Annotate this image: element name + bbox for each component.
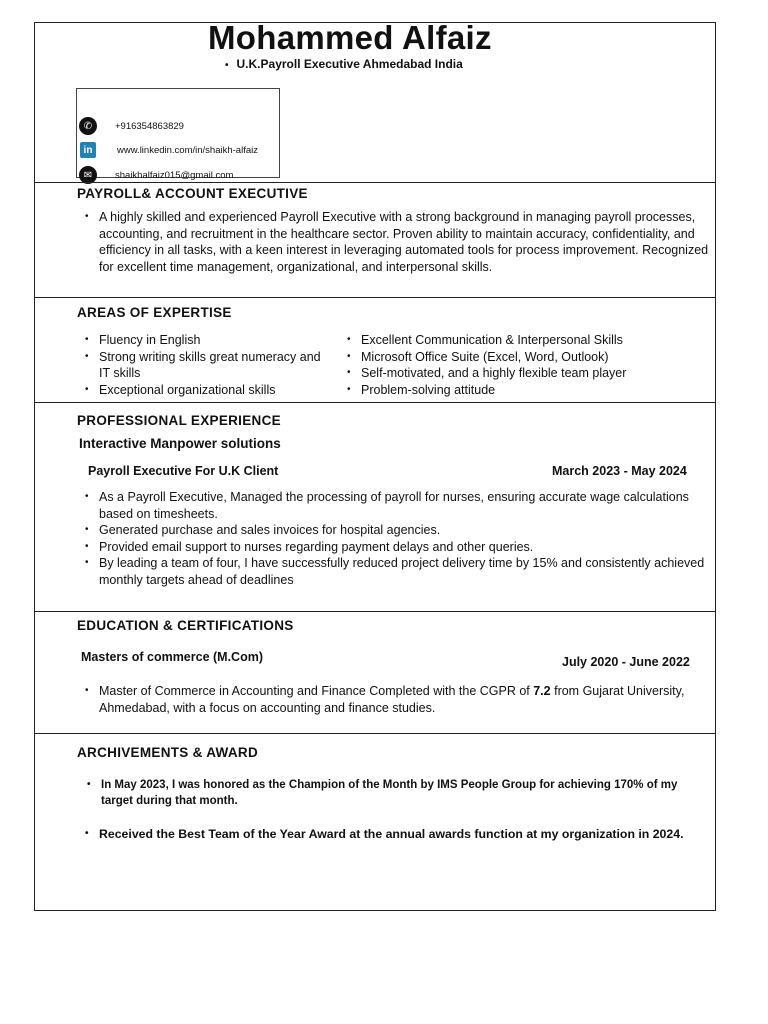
expertise-heading: AREAS OF EXPERTISE bbox=[77, 305, 232, 320]
linkedin-icon: in bbox=[80, 142, 96, 158]
section-divider bbox=[35, 733, 715, 734]
awards-list bbox=[77, 826, 707, 843]
expertise-right-list bbox=[339, 332, 709, 398]
list-item: • Generated purchase and sales invoices for hospital agencies. bbox=[77, 522, 709, 539]
subtitle-text: U.K.Payroll Executive Ahmedabad India bbox=[236, 57, 463, 71]
candidate-name: Mohammed Alfaiz bbox=[208, 19, 492, 56]
contact-box bbox=[76, 88, 280, 181]
phone-icon: ✆ bbox=[79, 117, 97, 135]
education-list bbox=[77, 683, 709, 716]
contact-linkedin-row[interactable] bbox=[80, 142, 258, 158]
section-divider bbox=[35, 182, 715, 183]
list-item: • Excellent Communication & Interpersonal Skills bbox=[339, 332, 709, 349]
linkedin-link[interactable]: www.linkedin.com/in/shaikh-alfaiz bbox=[117, 144, 258, 156]
list-item: • In May 2023, I was honored as the Champion of the Month by IMS People Group for achieving 170% of my target during that month. bbox=[79, 777, 709, 809]
awards-list bbox=[79, 777, 709, 809]
list-item: • Exceptional organizational skills bbox=[77, 382, 321, 399]
bullet-icon: • bbox=[225, 60, 229, 71]
list-item: • Fluency in English bbox=[77, 332, 321, 349]
summary-heading: PAYROLL& ACCOUNT EXECUTIVE bbox=[77, 186, 308, 201]
cgpr-value: 7.2 bbox=[533, 684, 551, 698]
section-divider bbox=[35, 402, 715, 403]
summary-list bbox=[77, 209, 709, 275]
list-item: • Self-motivated, and a highly flexible team player bbox=[339, 365, 709, 382]
expertise-left-list bbox=[77, 332, 321, 398]
list-item: • As a Payroll Executive, Managed the processing of payroll for nurses, ensuring accurate wage calculations based on timesheets. bbox=[77, 489, 709, 522]
phone-number: +916354863829 bbox=[115, 120, 184, 132]
education-text: Master of Commerce in Accounting and Finance Completed with the CGPR of bbox=[99, 684, 534, 698]
section-divider bbox=[35, 611, 715, 612]
education-heading: EDUCATION & CERTIFICATIONS bbox=[77, 618, 294, 633]
contact-phone-row bbox=[79, 117, 184, 135]
resume-page bbox=[34, 19, 716, 911]
experience-list bbox=[77, 489, 709, 588]
list-item: • Provided email support to nurses regarding payment delays and other queries. bbox=[77, 539, 709, 556]
education-dates: July 2020 - June 2022 bbox=[562, 655, 690, 669]
experience-dates: March 2023 - May 2024 bbox=[552, 464, 687, 478]
section-divider bbox=[35, 297, 715, 298]
degree-name: Masters of commerce (M.Com) bbox=[81, 650, 263, 664]
email-icon: ✉ bbox=[79, 166, 97, 184]
list-item: • Microsoft Office Suite (Excel, Word, Outlook) bbox=[339, 349, 709, 366]
education-text: from Gujarat University, Ahmedabad, with a focus on accounting and finance studies. bbox=[99, 684, 685, 715]
job-role: Payroll Executive For U.K Client bbox=[88, 464, 279, 478]
company-name: Interactive Manpower solutions bbox=[79, 436, 281, 451]
awards-heading: ARCHIVEMENTS & AWARD bbox=[77, 745, 259, 760]
experience-heading: PROFESSIONAL EXPERIENCE bbox=[77, 413, 281, 428]
job-title-location bbox=[225, 57, 463, 71]
list-item: • Strong writing skills great numeracy and IT skills bbox=[77, 349, 321, 382]
list-item: • By leading a team of four, I have successfully reduced project delivery time by 15% and consistently achieved monthly targets ahead of deadlines bbox=[77, 555, 709, 588]
list-item bbox=[77, 683, 709, 716]
email-link[interactable]: shaikhalfaiz015@gmail.com bbox=[115, 169, 234, 181]
summary-text: • A highly skilled and experienced Payroll Executive with a strong background in managing payroll processes, accounting, and recruitment in the healthcare sector. Proven ability to maintain accuracy, confidentiality, and efficiency in all tasks, with a keen interest in leveraging automated tools for process improvement. Recognized for excellent time management, organizational, and interpersonal skills. bbox=[77, 209, 709, 275]
list-item: • Received the Best Team of the Year Award at the annual awards function at my organization in 2024. bbox=[77, 826, 707, 843]
list-item: • Problem-solving attitude bbox=[339, 382, 709, 399]
